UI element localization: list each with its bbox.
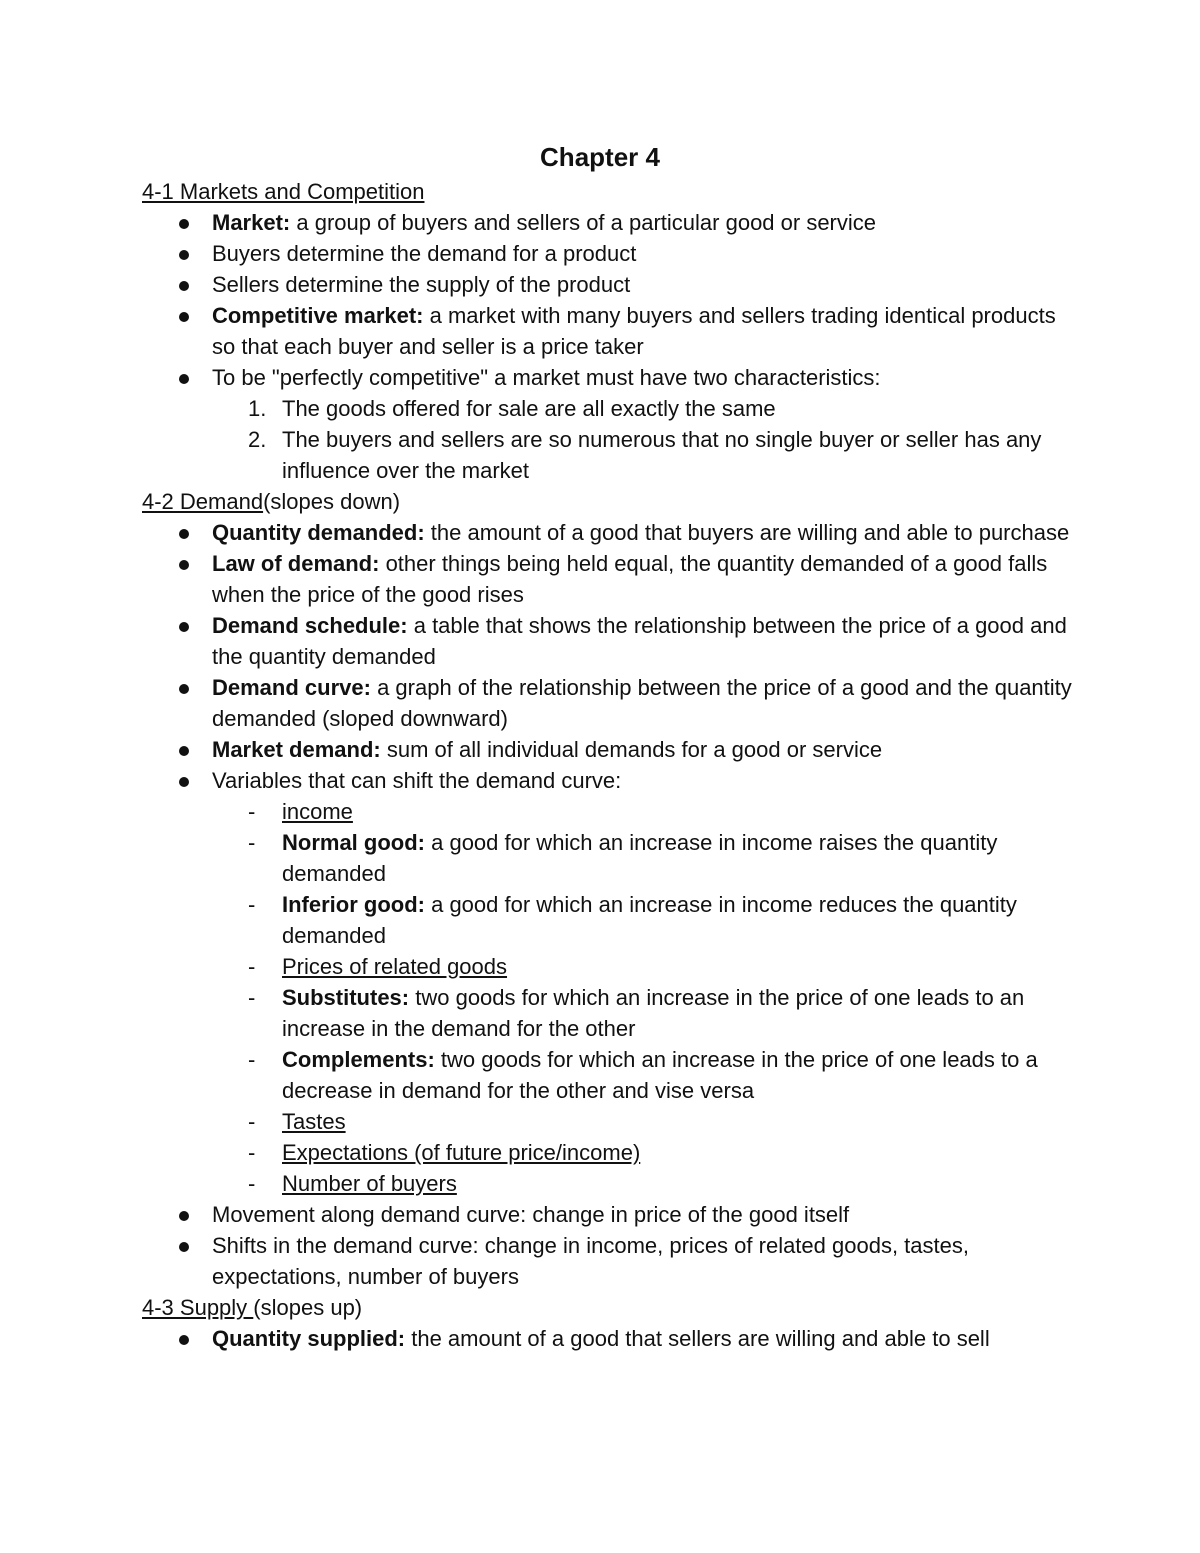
term: Normal good: bbox=[282, 830, 425, 855]
dash-item bbox=[142, 889, 1072, 951]
dash-item bbox=[142, 1137, 1072, 1168]
list-item: Sellers determine the supply of the product bbox=[142, 269, 1072, 300]
definition: a graph of the relationship between the price of a good and the quantity demanded (sloped downward) bbox=[212, 675, 1072, 731]
list-item: Shifts in the demand curve: change in income, prices of related goods, tastes, expectations, number of buyers bbox=[142, 1230, 1072, 1292]
list-item: Buyers determine the demand for a product bbox=[142, 238, 1072, 269]
section-heading-4-1 bbox=[142, 176, 1072, 207]
list-item bbox=[142, 300, 1072, 362]
list-item bbox=[142, 362, 1072, 393]
page-title: Chapter 4 bbox=[540, 142, 660, 172]
term: Substitutes: bbox=[282, 985, 410, 1010]
term: Quantity supplied: bbox=[212, 1326, 406, 1351]
definition: a table that shows the relationship between the price of a good and the quantity demanded bbox=[212, 613, 1067, 669]
definition: two goods for which an increase in the price of one leads to a decrease in demand for the other and vise versa bbox=[282, 1047, 1038, 1103]
definition: a good for which an increase in income raises the quantity demanded bbox=[282, 830, 998, 886]
list-item bbox=[142, 672, 1072, 734]
term: Law of demand: bbox=[212, 551, 380, 576]
dash-item bbox=[142, 1168, 1072, 1199]
bullet-list bbox=[142, 207, 1072, 393]
document-body bbox=[142, 176, 1072, 1354]
numbered-item bbox=[142, 424, 1072, 486]
category-label: Expectations (of future price/income) bbox=[282, 1140, 641, 1165]
list-item-text: To be "perfectly competitive" a market must have two characteristics: bbox=[212, 365, 881, 390]
list-item: Variables that can shift the demand curve: bbox=[142, 765, 1072, 796]
section-heading-text: 4-2 Demand bbox=[142, 489, 264, 514]
list-item bbox=[142, 1323, 1072, 1354]
definition: sum of all individual demands for a good or service bbox=[380, 737, 883, 762]
section-heading-note: (slopes down) bbox=[263, 489, 401, 514]
definition: the amount of a good that sellers are willing and able to sell bbox=[405, 1326, 990, 1351]
section-heading-4-2 bbox=[142, 486, 1072, 517]
numbered-item bbox=[142, 393, 1072, 424]
list-item bbox=[142, 517, 1072, 548]
term: Market: bbox=[212, 210, 291, 235]
definition: a group of buyers and sellers of a particular good or service bbox=[290, 210, 877, 235]
bullet-list bbox=[142, 1199, 1072, 1292]
list-item bbox=[142, 610, 1072, 672]
definition: two goods for which an increase in the price of one leads to an increase in the demand for the other bbox=[282, 985, 1025, 1041]
dash-list bbox=[142, 796, 1072, 1199]
item-text: The buyers and sellers are so numerous that no single buyer or seller has any influence over the market bbox=[282, 427, 1042, 483]
bullet-list bbox=[142, 1323, 1072, 1354]
category-label: Number of buyers bbox=[282, 1171, 457, 1196]
dash-item bbox=[142, 827, 1072, 889]
item-text: The goods offered for sale are all exactly the same bbox=[282, 396, 776, 421]
category-label: Tastes bbox=[282, 1109, 346, 1134]
list-item bbox=[142, 207, 1072, 238]
definition: a market with many buyers and sellers trading identical products so that each buyer and seller is a price taker bbox=[212, 303, 1056, 359]
term: Inferior good: bbox=[282, 892, 425, 917]
section-heading-text: 4-1 Markets and Competition bbox=[142, 179, 425, 204]
term: Competitive market: bbox=[212, 303, 424, 328]
term: Quantity demanded: bbox=[212, 520, 425, 545]
dash-item bbox=[142, 1106, 1072, 1137]
numbered-list bbox=[142, 393, 1072, 486]
dash-item bbox=[142, 951, 1072, 982]
item-number: 2. bbox=[248, 427, 267, 452]
section-heading-text: 4-3 Supply bbox=[142, 1295, 254, 1320]
bullet-list bbox=[142, 517, 1072, 796]
term: Demand schedule: bbox=[212, 613, 408, 638]
section-heading-4-3 bbox=[142, 1292, 1072, 1323]
term: Demand curve: bbox=[212, 675, 371, 700]
dash-item bbox=[142, 796, 1072, 827]
list-item bbox=[142, 548, 1072, 610]
list-item: Movement along demand curve: change in price of the good itself bbox=[142, 1199, 1072, 1230]
section-heading-note: (slopes up) bbox=[253, 1295, 363, 1320]
dash-item bbox=[142, 1044, 1072, 1106]
category-label: Prices of related goods bbox=[282, 954, 508, 979]
item-number: 1. bbox=[248, 396, 267, 421]
term: Complements: bbox=[282, 1047, 435, 1072]
category-label: income bbox=[282, 799, 353, 824]
list-item bbox=[142, 734, 1072, 765]
definition: a good for which an increase in income reduces the quantity demanded bbox=[282, 892, 1017, 948]
definition: other things being held equal, the quantity demanded of a good falls when the price of the good rises bbox=[212, 551, 1048, 607]
term: Market demand: bbox=[212, 737, 381, 762]
definition: the amount of a good that buyers are willing and able to purchase bbox=[424, 520, 1070, 545]
dash-item bbox=[142, 982, 1072, 1044]
